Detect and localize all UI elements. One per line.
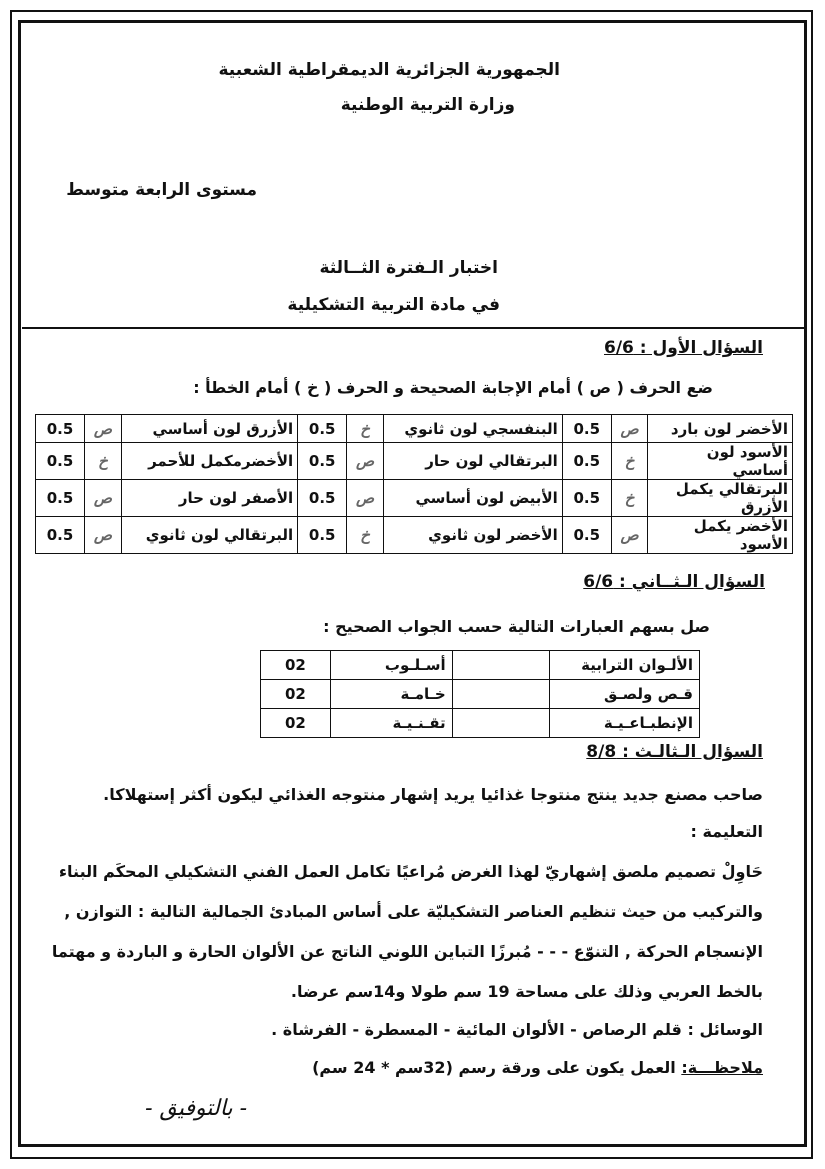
q1-points: 0.5 (298, 443, 347, 480)
signature: - بالتوفيق - (145, 1096, 247, 1121)
q1-points: 0.5 (298, 415, 347, 443)
q1-answer-mark[interactable]: ص (85, 415, 122, 443)
q1-answer-mark[interactable]: خ (611, 480, 648, 517)
q1-row (36, 443, 793, 480)
q1-statement: الأصفر لون حار (121, 480, 297, 517)
q2-row (261, 651, 700, 680)
q1-statement: البرتقالي لون ثانوي (121, 517, 297, 554)
q2-connect-gap[interactable] (452, 709, 550, 738)
q1-statement: الأخضرمكمل للأحمر (121, 443, 297, 480)
q3-line: الإنسجام الحركة , التنوّع - - - مُبرزًا التباين اللوني الناتج عن الألوان الحارة و الباردة و مهتما (51, 942, 763, 961)
q2-points: 02 (261, 709, 331, 738)
q2-points: 02 (261, 651, 331, 680)
q1-answer-mark[interactable]: خ (611, 443, 648, 480)
q1-statement: الأخضر لون ثانوي (383, 517, 562, 554)
q3-note-label: ملاحظـــة: (681, 1058, 763, 1077)
q1-points: 0.5 (36, 443, 85, 480)
ministry-title: وزارة التربية الوطنية (340, 95, 515, 115)
q1-statement: الأبيض لون أساسي (383, 480, 562, 517)
q1-answer-mark[interactable]: ص (347, 480, 384, 517)
q1-answer-mark[interactable]: ص (85, 480, 122, 517)
q1-points: 0.5 (36, 480, 85, 517)
q3-instruction-label: التعليمة : (690, 822, 763, 841)
q3-intro: صاحب مصنع جديد ينتج منتوجا غذائيا يريد إشهار منتوجه الغذائي ليكون أكثر إستهلاكا. (103, 785, 763, 804)
q2-left-term: الألـوان الترابية (550, 651, 700, 680)
q3-title: السؤال الـثالـث : 8/8 (586, 742, 763, 762)
q1-statement: البنفسجي لون ثانوي (383, 415, 562, 443)
q2-left-term: الإنطبـاعـيـة (550, 709, 700, 738)
republic-title: الجمهورية الجزائرية الديمقراطية الشعبية (218, 60, 560, 80)
q2-right-term: أسـلـوب (330, 651, 452, 680)
q1-points: 0.5 (562, 517, 611, 554)
q1-answer-mark[interactable]: ص (611, 415, 648, 443)
q1-points: 0.5 (562, 415, 611, 443)
level-label: مستوى الرابعة متوسط (66, 180, 257, 200)
q1-statement: البرتقالي يكمل الأزرق (648, 480, 793, 517)
q2-instruction: صل بسهم العبارات التالية حسب الجواب الصحيح : (323, 617, 710, 636)
q1-row (36, 480, 793, 517)
q3-tools: الوسائل : قلم الرصاص - الألوان المائية - المسطرة - الفرشاة . (271, 1020, 763, 1039)
subject-title: في مادة التربية التشكيلية (287, 295, 500, 315)
q1-answer-mark[interactable]: خ (347, 415, 384, 443)
q1-statement: الأخضر لون بارد (648, 415, 793, 443)
q1-statement: الأسود لون أساسي (648, 443, 793, 480)
q1-row (36, 415, 793, 443)
q2-connect-gap[interactable] (452, 651, 550, 680)
q1-answer-mark[interactable]: ص (347, 443, 384, 480)
q2-right-term: تقـنـيـة (330, 709, 452, 738)
q1-statement: الأزرق لون أساسي (121, 415, 297, 443)
q1-points: 0.5 (562, 443, 611, 480)
q1-answer-mark[interactable]: خ (347, 517, 384, 554)
q3-note (312, 1058, 763, 1077)
q1-answer-mark[interactable]: ص (611, 517, 648, 554)
q2-table (260, 650, 700, 738)
q2-left-term: قـص ولصـق (550, 680, 700, 709)
q2-row (261, 709, 700, 738)
q1-answer-mark[interactable]: ص (85, 517, 122, 554)
header-divider (22, 327, 804, 329)
q3-line: حَاوِلْ تصميم ملصق إشهاريّ لهذا الغرض مُراعيًا تكامل العمل الفني التشكيلي المحكَم البناء (58, 862, 763, 881)
q3-line: بالخط العربي وذلك على مساحة 19 سم طولا و14سم عرضا. (290, 982, 763, 1001)
q1-statement: البرتقالي لون حار (383, 443, 562, 480)
q1-title: السؤال الأول : 6/6 (604, 338, 763, 358)
q2-right-term: خـامـة (330, 680, 452, 709)
q1-points: 0.5 (36, 517, 85, 554)
q1-points: 0.5 (562, 480, 611, 517)
q1-row (36, 517, 793, 554)
q1-instruction: ضع الحرف ( ص ) أمام الإجابة الصحيحة و الحرف ( خ ) أمام الخطأ : (193, 378, 713, 397)
q3-line: والتركيب من حيث تنظيم العناصر التشكيليّة على أساس المبادئ الجمالية التالية : التوازن , (64, 902, 763, 921)
q3-note-text: العمل يكون على ورقة رسم (32سم * 24 سم) (312, 1058, 676, 1077)
q2-connect-gap[interactable] (452, 680, 550, 709)
exam-title: اختبار الـفترة الثــالثة (319, 258, 498, 278)
q2-points: 02 (261, 680, 331, 709)
q1-statement: الأخضر يكمل الأسود (648, 517, 793, 554)
q1-answer-mark[interactable]: خ (85, 443, 122, 480)
q1-points: 0.5 (36, 415, 85, 443)
q1-table (35, 414, 793, 554)
q1-points: 0.5 (298, 517, 347, 554)
q2-title: السؤال الـثــاني : 6/6 (583, 572, 765, 592)
q1-points: 0.5 (298, 480, 347, 517)
q2-row (261, 680, 700, 709)
